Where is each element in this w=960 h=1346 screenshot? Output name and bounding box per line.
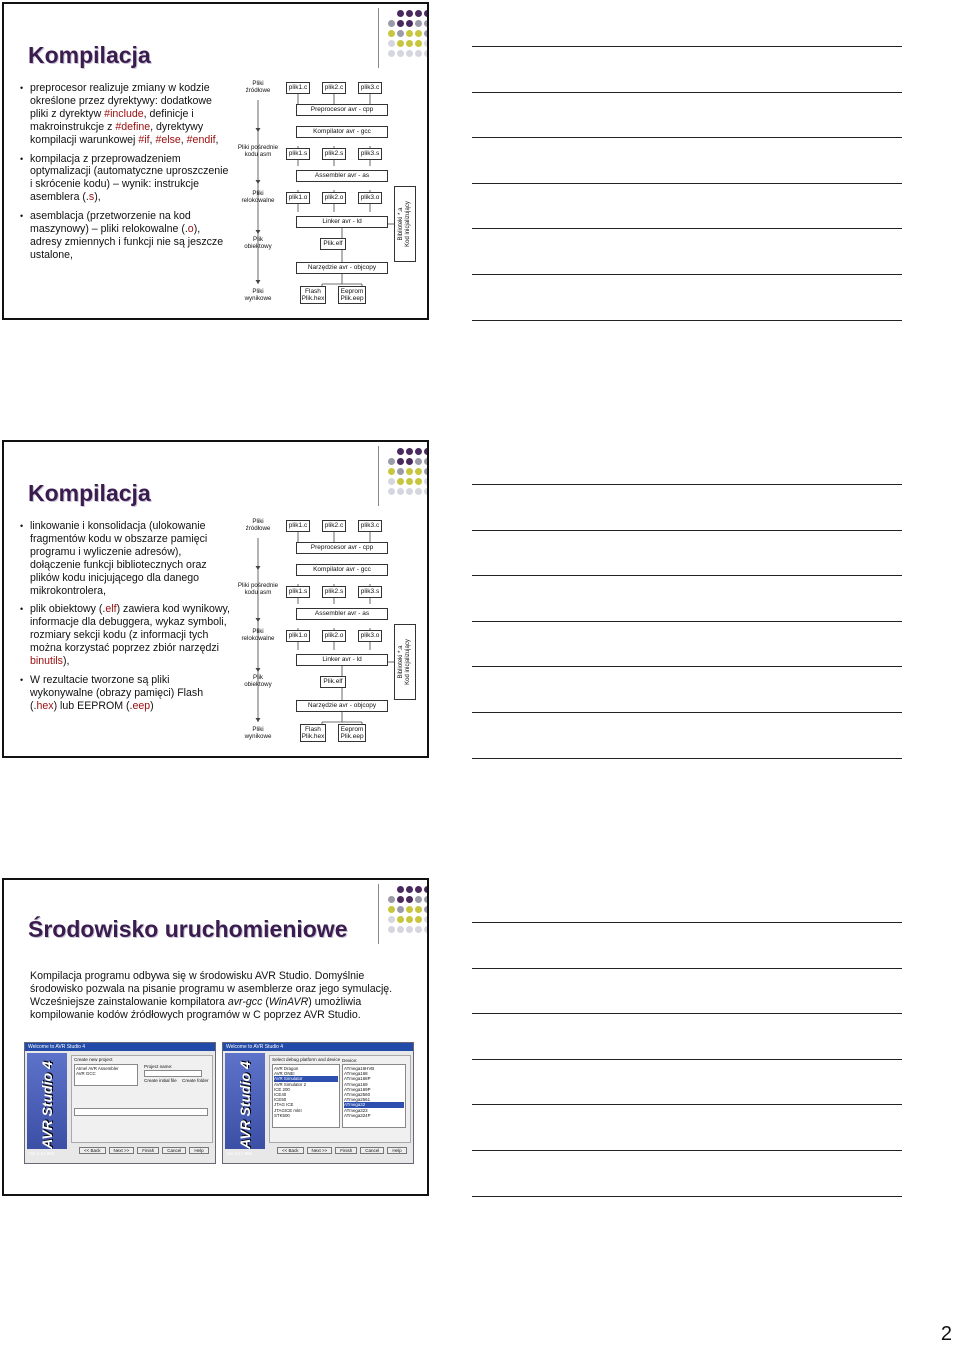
slide-1	[2, 2, 429, 320]
highlighted-term: #define	[115, 120, 151, 133]
bullet-text: ) lub EEPROM (.	[53, 699, 133, 712]
list-item[interactable]: ATmega2560	[344, 1092, 371, 1098]
decorative-dot	[397, 10, 404, 17]
decorative-dot	[424, 926, 429, 933]
bullet-text: , definicje i makroinstrukcje z	[30, 107, 194, 133]
wizard-heading: Select debug platform and device	[272, 1057, 341, 1062]
list-item[interactable]: ATmega168	[344, 1071, 368, 1077]
decorative-dot	[406, 458, 413, 465]
asm-file-box: plik1.s	[286, 148, 310, 160]
list-item[interactable]: ATmega32	[344, 1102, 404, 1107]
project-type-list[interactable]	[74, 1064, 138, 1086]
wizard-buttons	[277, 1147, 410, 1154]
intro-text: (	[262, 995, 269, 1008]
bullet-text: ),	[94, 191, 101, 204]
decorative-dot	[388, 40, 395, 47]
list-item[interactable]: AVR Simulator	[274, 1076, 338, 1081]
create-folder-checkbox[interactable]: Create folder	[182, 1078, 209, 1083]
avr-studio-screenshot-2	[222, 1042, 414, 1164]
avr-studio-logo: AVR Studio 4	[27, 1053, 67, 1149]
flash-output-box: Flash Plik.hex	[301, 287, 325, 302]
slide-3	[2, 878, 429, 1196]
decorative-dot	[424, 30, 429, 37]
decorative-dot	[406, 926, 413, 933]
decorative-dot	[406, 50, 413, 57]
decorative-dot	[406, 468, 413, 475]
create-initial-file-checkbox[interactable]: Create initial file	[144, 1078, 177, 1083]
note-line	[472, 183, 902, 184]
note-line	[472, 92, 902, 93]
note-line	[472, 1196, 902, 1197]
bullet-text: preprocesor realizuje zmiany w kodzie określone przez dyrektywy: dodatkowe pliki z dyrektyw	[30, 82, 212, 120]
highlighted-term: #else	[155, 133, 181, 146]
libraries-box: Biblioteki *.a Kod inicjalizujący	[394, 186, 416, 262]
bullet-item	[20, 153, 232, 205]
decorative-dot	[424, 886, 429, 893]
back-button[interactable]: << Back	[277, 1147, 304, 1154]
assembler-box: Assembler avr - as	[296, 170, 388, 182]
decorative-dot	[406, 906, 413, 913]
highlighted-term: #if	[138, 133, 150, 146]
title-divider	[378, 8, 379, 68]
decorative-dot-grid	[388, 886, 429, 942]
slide-3-title: Środowisko uruchomieniowe	[28, 916, 348, 942]
decorative-dot-grid	[388, 10, 429, 66]
decorative-dot	[388, 906, 395, 913]
list-item[interactable]: AVR Simulator 2	[274, 1081, 307, 1087]
elf-file-box: Plik.elf	[320, 676, 346, 688]
stage-arrow	[256, 566, 261, 570]
preprocessor-box: Preprocesor avr - cpp	[296, 104, 388, 116]
decorative-dot	[424, 916, 429, 923]
decorative-dot	[424, 896, 429, 903]
slide-3-text	[30, 970, 410, 1022]
page-number: 2	[940, 1323, 952, 1345]
wizard-panel	[71, 1055, 213, 1143]
list-item[interactable]: ICE 200	[274, 1086, 290, 1092]
object-file-box: plik3.o	[358, 630, 382, 642]
decorative-dot	[397, 458, 404, 465]
decorative-dot	[424, 468, 429, 475]
asm-file-box: plik3.s	[358, 148, 382, 160]
compiler-box: Kompilator avr - gcc	[296, 126, 388, 138]
asm-file-box: plik1.s	[286, 586, 310, 598]
note-line	[472, 320, 902, 321]
list-item[interactable]: ICE50	[274, 1097, 287, 1103]
note-line	[472, 968, 902, 969]
avr-studio-logo: AVR Studio 4	[225, 1053, 265, 1149]
bullet-item	[20, 674, 232, 713]
list-item[interactable]: AVR GCC	[76, 1071, 96, 1077]
decorative-dot	[397, 916, 404, 923]
project-name-label: Project name:	[144, 1064, 173, 1069]
device-label: Device:	[342, 1058, 358, 1063]
stage-arrow	[256, 618, 261, 622]
highlighted-term: #include	[104, 107, 144, 120]
bullet-text: W rezultacie tworzone są pliki wykonywalne (obrazy pamięci) Flash (.	[30, 673, 204, 712]
bullet-text: ,	[215, 133, 219, 146]
source-file-box: plik3.c	[358, 82, 382, 94]
decorative-dot	[388, 50, 395, 57]
decorative-dot	[415, 886, 422, 893]
decorative-dot	[388, 916, 395, 923]
decorative-dot	[406, 896, 413, 903]
list-item[interactable]: JTAG ICE	[274, 1102, 294, 1108]
bullet-text: kompilacja z przeprowadzeniem optymalizacji (automatyczne uproszczenie i skrócenie kodu) – wynik: instrukcje asemblera (.	[30, 152, 229, 204]
list-item[interactable]: AVR ONE!	[274, 1071, 295, 1077]
italic-term: avr-gcc	[227, 995, 263, 1008]
decorative-dot	[397, 896, 404, 903]
decorative-dot	[406, 886, 413, 893]
avr-studio-screenshot-1	[24, 1042, 216, 1164]
linker-box: Linker avr - ld	[296, 216, 388, 228]
eeprom-output-box: Eeprom Plik.eep	[338, 286, 366, 304]
decorative-dot	[415, 448, 422, 455]
decorative-dot	[388, 926, 395, 933]
stage-label: Plik obiektowy	[244, 674, 272, 688]
decorative-dot	[415, 458, 422, 465]
list-item[interactable]: ATmega169P	[344, 1086, 371, 1092]
note-line	[472, 484, 902, 485]
stage-label: Pliki relokowalne	[241, 190, 275, 204]
slide-2	[2, 440, 429, 758]
decorative-dot	[424, 458, 429, 465]
bullet-item	[20, 82, 232, 147]
note-line	[472, 666, 902, 667]
decorative-dot	[397, 906, 404, 913]
decorative-dot	[424, 10, 429, 17]
highlighted-term: binutils	[30, 655, 63, 668]
object-file-box: plik2.o	[322, 192, 346, 204]
bullet-text: ),	[62, 655, 70, 668]
project-name-input[interactable]	[144, 1070, 202, 1077]
decorative-dot	[424, 20, 429, 27]
bullet-text: linkowanie i konsolidacja (ulokowanie fragmentów kodu w obszarze pamięci programu i wyliczenie adresów), dołączenie funkcji bibliotecznych oraz plików kodu inicjującego dla danego mikrokontrolera,	[30, 520, 208, 597]
decorative-dot	[397, 20, 404, 27]
window-titlebar: Welcome to AVR Studio 4	[25, 1043, 215, 1051]
stage-label: Pliki wynikowe	[244, 726, 272, 740]
stage-arrow	[256, 718, 261, 722]
highlighted-term: #endif	[186, 133, 216, 146]
decorative-dot	[388, 458, 395, 465]
intro-text: Kompilacja programu odbywa się w środowisku AVR Studio. Domyślnie środowisko pozwala na pisanie programu w asemblerze oraz jego symulację. Wcześniejsze zainstalowanie kompilatora	[30, 970, 393, 1008]
note-line	[472, 137, 902, 138]
bullet-item	[20, 210, 232, 262]
note-line	[472, 530, 902, 531]
compilation-diagram	[234, 512, 424, 752]
decorative-dot	[415, 906, 422, 913]
title-divider	[378, 446, 379, 506]
list-item[interactable]: ATmega168P	[344, 1076, 371, 1082]
decorative-dot	[406, 10, 413, 17]
bullet-text: ) zawiera kod wynikowy, informacje dla debuggera, wykaz symboli, rozmiary sekcji kodu (z informacji tych można korzystać poprzez zbiór narzędzi	[30, 603, 231, 655]
object-file-box: plik1.o	[286, 192, 310, 204]
source-file-box: plik2.c	[322, 520, 346, 532]
decorative-dot	[424, 906, 429, 913]
flash-output-box: Flash Plik.hex	[301, 725, 325, 740]
decorative-dot	[424, 50, 429, 57]
note-line	[472, 1150, 902, 1151]
asm-file-box: plik3.s	[358, 586, 382, 598]
compiler-box: Kompilator avr - gcc	[296, 564, 388, 576]
decorative-dot	[388, 478, 395, 485]
list-item[interactable]: JTAGICE mkII	[274, 1107, 302, 1113]
decorative-dot	[415, 916, 422, 923]
slide-2-title: Kompilacja	[28, 480, 151, 506]
decorative-dot	[424, 448, 429, 455]
linker-box: Linker avr - ld	[296, 654, 388, 666]
decorative-dot	[415, 30, 422, 37]
decorative-dot	[406, 30, 413, 37]
list-item[interactable]: ATmega169	[344, 1081, 368, 1087]
cancel-button[interactable]: Cancel	[360, 1147, 384, 1154]
note-line	[472, 621, 902, 622]
list-item[interactable]: ATmega16HVB	[344, 1066, 375, 1071]
decorative-dot	[415, 488, 422, 495]
decorative-dot	[397, 488, 404, 495]
list-item[interactable]: AVR Dragon	[274, 1066, 299, 1071]
note-line	[472, 274, 902, 275]
finish-button[interactable]: Finish	[137, 1147, 159, 1154]
list-item[interactable]: ATmega324P	[344, 1112, 371, 1118]
stage-arrow	[256, 230, 261, 234]
list-item[interactable]: ICE40	[274, 1092, 287, 1098]
note-line	[472, 758, 902, 759]
note-line	[472, 1059, 902, 1060]
decorative-dot	[406, 20, 413, 27]
objcopy-box: Narzędzie avr - objcopy	[296, 700, 388, 712]
decorative-dot	[406, 478, 413, 485]
decorative-dot	[397, 50, 404, 57]
stage-label: Pliki źródłowe	[245, 80, 271, 94]
back-button[interactable]: << Back	[79, 1147, 106, 1154]
version-label: Ver 4.17.666	[227, 1151, 252, 1156]
list-item[interactable]: ATmega323	[344, 1107, 368, 1113]
italic-term: WinAVR	[268, 995, 309, 1008]
cancel-button[interactable]: Cancel	[162, 1147, 186, 1154]
note-line	[472, 46, 902, 47]
highlighted-term: elf	[105, 603, 117, 616]
title-divider	[378, 884, 379, 944]
stage-label: Pliki wynikowe	[244, 288, 272, 302]
help-button[interactable]: Help	[189, 1147, 208, 1154]
slide-2-bullets	[20, 520, 232, 719]
stage-label: Pliki pośrednie kodu asm	[237, 144, 279, 158]
asm-file-box: plik2.s	[322, 148, 346, 160]
note-line	[472, 712, 902, 713]
source-file-box: plik2.c	[322, 82, 346, 94]
source-file-box: plik3.c	[358, 520, 382, 532]
decorative-dot	[388, 896, 395, 903]
decorative-dot	[397, 30, 404, 37]
decorative-dot	[406, 916, 413, 923]
source-file-box: plik1.c	[286, 520, 310, 532]
preprocessor-box: Preprocesor avr - cpp	[296, 542, 388, 554]
note-line	[472, 1104, 902, 1105]
decorative-dot	[397, 468, 404, 475]
decorative-dot	[406, 40, 413, 47]
bullet-text: plik obiektowy (.	[30, 603, 106, 616]
decorative-dot	[415, 20, 422, 27]
stage-arrow	[256, 180, 261, 184]
decorative-dot	[388, 488, 395, 495]
decorative-dot	[388, 20, 395, 27]
wizard-buttons	[79, 1147, 212, 1154]
object-file-box: plik1.o	[286, 630, 310, 642]
decorative-dot	[397, 448, 404, 455]
source-file-box: plik1.c	[286, 82, 310, 94]
decorative-dot	[415, 926, 422, 933]
decorative-dot	[424, 40, 429, 47]
decorative-dot	[415, 10, 422, 17]
asm-file-box: plik2.s	[322, 586, 346, 598]
location-input[interactable]	[74, 1108, 208, 1116]
stage-arrow	[256, 280, 261, 284]
bullet-text: ,	[180, 133, 187, 146]
stage-label: Pliki źródłowe	[245, 518, 271, 532]
note-line	[472, 228, 902, 229]
wizard-heading: Create new project	[74, 1057, 113, 1062]
decorative-dot	[415, 468, 422, 475]
decorative-dot	[424, 478, 429, 485]
highlighted-term: o	[187, 223, 194, 236]
stage-label: Plik obiektowy	[244, 236, 272, 250]
decorative-dot	[388, 30, 395, 37]
next-button[interactable]: Next >>	[109, 1147, 135, 1154]
highlighted-term: hex	[36, 699, 54, 712]
version-label: Ver 4.17.666	[29, 1151, 54, 1156]
slide-1-bullets	[20, 82, 232, 268]
bullet-text: ,	[149, 133, 156, 146]
decorative-dot	[388, 468, 395, 475]
next-button[interactable]: Next >>	[307, 1147, 333, 1154]
wizard-panel	[269, 1055, 411, 1143]
bullet-text: , dyrektywy kompilacji warunkowej	[30, 120, 204, 146]
list-item[interactable]: ATmega2561	[344, 1097, 371, 1103]
stage-arrow	[256, 128, 261, 132]
stage-label: Pliki relokowalne	[241, 628, 275, 642]
debug-platform-list[interactable]	[272, 1064, 340, 1128]
bullet-item	[20, 520, 232, 597]
list-item[interactable]: STK500	[274, 1112, 290, 1118]
object-file-box: plik3.o	[358, 192, 382, 204]
stage-label: Pliki pośrednie kodu asm	[237, 582, 279, 596]
decorative-dot-grid	[388, 448, 429, 504]
decorative-dot	[406, 448, 413, 455]
help-button[interactable]: Help	[387, 1147, 406, 1154]
libraries-box: Biblioteki *.a Kod inicjalizujący	[394, 624, 416, 700]
decorative-dot	[397, 886, 404, 893]
decorative-dot	[397, 926, 404, 933]
bullet-text: asemblacja (przetworzenie na kod maszynowy) – pliki relokowalne (.	[30, 210, 191, 236]
decorative-dot	[415, 896, 422, 903]
decorative-dot	[397, 40, 404, 47]
decorative-dot	[415, 50, 422, 57]
decorative-dot	[415, 40, 422, 47]
device-list[interactable]	[342, 1064, 406, 1128]
assembler-box: Assembler avr - as	[296, 608, 388, 620]
object-file-box: plik2.o	[322, 630, 346, 642]
bullet-text: )	[150, 699, 154, 712]
decorative-dot	[406, 488, 413, 495]
compilation-diagram	[234, 74, 424, 314]
note-line	[472, 1013, 902, 1014]
note-line	[472, 575, 902, 576]
bullet-text: ), adresy zmiennych i funkcji nie są jeszcze ustalone,	[30, 223, 224, 261]
finish-button[interactable]: Finish	[335, 1147, 357, 1154]
decorative-dot	[415, 478, 422, 485]
elf-file-box: Plik.elf	[320, 238, 346, 250]
eeprom-output-box: Eeprom Plik.eep	[338, 724, 366, 742]
highlighted-term: eep	[132, 699, 151, 712]
objcopy-box: Narzędzie avr - objcopy	[296, 262, 388, 274]
slide-1-title: Kompilacja	[28, 42, 151, 68]
window-titlebar: Welcome to AVR Studio 4	[223, 1043, 413, 1051]
list-item[interactable]: Atmel AVR Assembler	[76, 1066, 119, 1071]
decorative-dot	[397, 478, 404, 485]
intro-text: ) umożliwia kompilowanie kodów źródłowych programów w C poprzez AVR Studio.	[30, 995, 362, 1021]
bullet-item	[20, 603, 232, 668]
stage-arrow	[256, 668, 261, 672]
decorative-dot	[424, 488, 429, 495]
note-line	[472, 922, 902, 923]
highlighted-term: s	[88, 191, 95, 204]
